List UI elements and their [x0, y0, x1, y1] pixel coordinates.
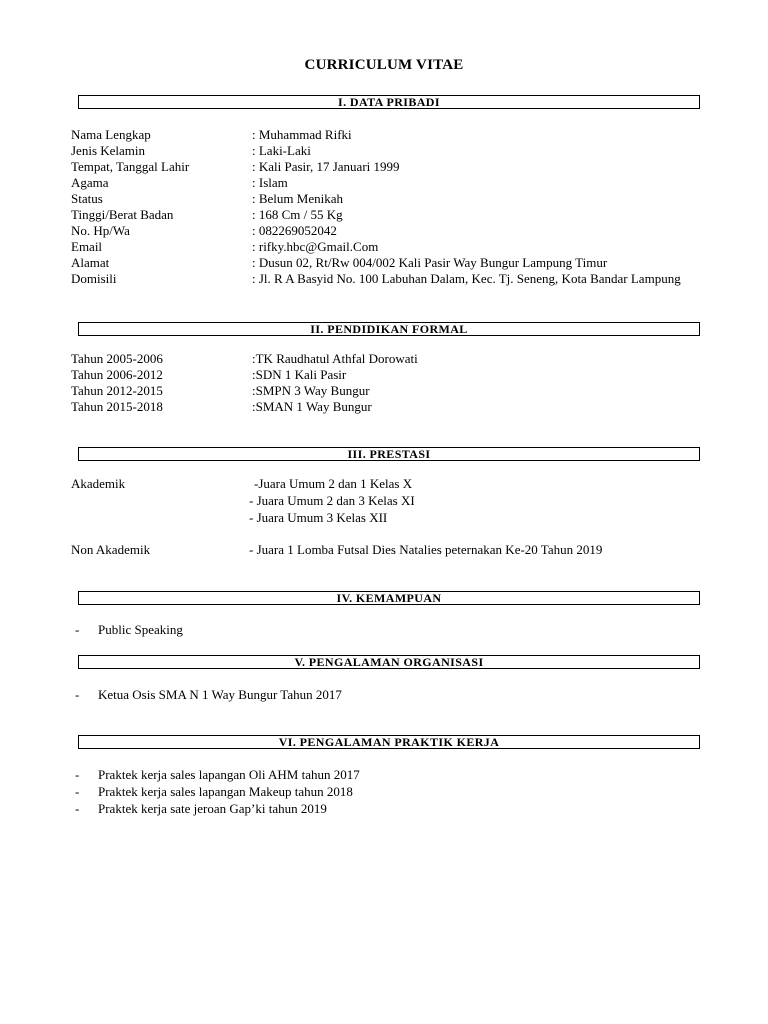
label-non-akademik: Non Akademik — [71, 542, 151, 557]
value-ttl: : Kali Pasir, 17 Januari 1999 — [252, 159, 400, 174]
section-header-organisasi: V. PENGALAMAN ORGANISASI — [78, 655, 700, 669]
document-title: CURRICULUM VITAE — [304, 57, 464, 73]
list-dash: - — [75, 784, 80, 799]
label-nama: Nama Lengkap — [71, 127, 151, 142]
list-dash: - — [75, 622, 80, 637]
label-email: Email — [71, 239, 103, 254]
praktik-item: Praktek kerja sales lapangan Oli AHM tahun 2017 — [98, 767, 360, 782]
edu-value: :SMAN 1 Way Bungur — [252, 399, 372, 414]
edu-value: :TK Raudhatul Athfal Dorowati — [252, 351, 418, 366]
value-hp: : 082269052042 — [252, 223, 337, 238]
praktik-item: Praktek kerja sate jeroan Gap’ki tahun 2019 — [98, 801, 327, 816]
value-tinggi-berat: : 168 Cm / 55 Kg — [252, 207, 343, 222]
value-alamat: : Dusun 02, Rt/Rw 004/002 Kali Pasir Way Bungur Lampung Timur — [252, 255, 608, 270]
value-domisili: : Jl. R A Basyid No. 100 Labuhan Dalam, Kec. Tj. Seneng, Kota Bandar Lampung — [252, 271, 681, 286]
edu-value: :SDN 1 Kali Pasir — [252, 367, 347, 382]
edu-label: Tahun 2015-2018 — [71, 399, 163, 414]
value-agama: : Islam — [252, 175, 288, 190]
akademik-item: -Juara Umum 2 dan 1 Kelas X — [254, 476, 413, 491]
label-alamat: Alamat — [71, 255, 110, 270]
label-hp: No. Hp/Wa — [71, 223, 130, 238]
label-jenis-kelamin: Jenis Kelamin — [71, 143, 146, 158]
section-header-prestasi: III. PRESTASI — [78, 447, 700, 461]
edu-label: Tahun 2012-2015 — [71, 383, 163, 398]
praktik-item: Praktek kerja sales lapangan Makeup tahun 2018 — [98, 784, 353, 799]
value-email: : rifky.hbc@Gmail.Com — [252, 239, 379, 254]
section-header-praktik: VI. PENGALAMAN PRAKTIK KERJA — [78, 735, 700, 749]
akademik-item: - Juara Umum 2 dan 3 Kelas XI — [249, 493, 415, 508]
section-header-data-pribadi: I. DATA PRIBADI — [78, 95, 700, 109]
value-jenis-kelamin: : Laki-Laki — [252, 143, 311, 158]
label-agama: Agama — [71, 175, 109, 190]
edu-label: Tahun 2005-2006 — [71, 351, 163, 366]
edu-value: :SMPN 3 Way Bungur — [252, 383, 370, 398]
label-akademik: Akademik — [71, 476, 126, 491]
list-dash: - — [75, 687, 80, 702]
label-status: Status — [71, 191, 103, 206]
non-akademik-item: - Juara 1 Lomba Futsal Dies Natalies peternakan Ke-20 Tahun 2019 — [249, 542, 603, 557]
edu-label: Tahun 2006-2012 — [71, 367, 163, 382]
organisasi-item: Ketua Osis SMA N 1 Way Bungur Tahun 2017 — [98, 687, 342, 702]
akademik-item: - Juara Umum 3 Kelas XII — [249, 510, 388, 525]
section-header-pendidikan: II. PENDIDIKAN FORMAL — [78, 322, 700, 336]
list-dash: - — [75, 767, 80, 782]
list-dash: - — [75, 801, 80, 816]
value-nama: : Muhammad Rifki — [252, 127, 352, 142]
label-ttl: Tempat, Tanggal Lahir — [71, 159, 190, 174]
value-status: : Belum Menikah — [252, 191, 343, 206]
section-header-kemampuan: IV. KEMAMPUAN — [78, 591, 700, 605]
kemampuan-item: Public Speaking — [98, 622, 183, 637]
label-tinggi-berat: Tinggi/Berat Badan — [71, 207, 174, 222]
label-domisili: Domisili — [71, 271, 117, 286]
